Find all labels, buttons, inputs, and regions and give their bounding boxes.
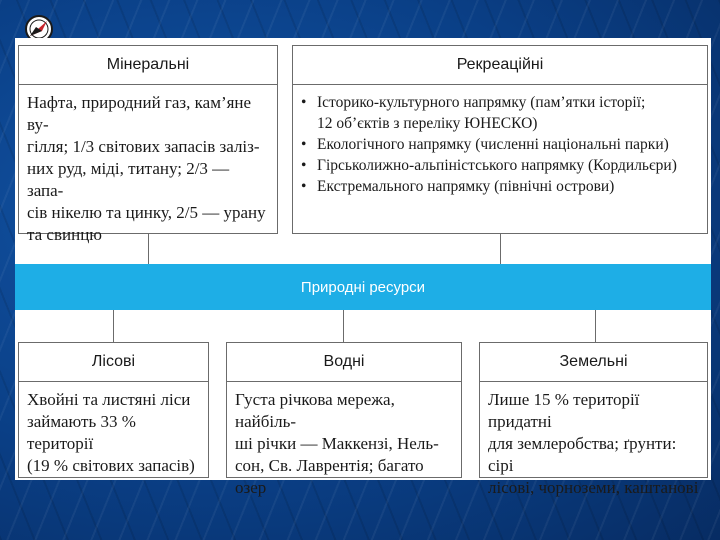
forest-title: Лісові: [19, 343, 208, 382]
connector-recreation: [500, 234, 501, 264]
land-line: для землеробства; ґрунти: сірі: [488, 434, 677, 475]
mineral-text: [19, 84, 277, 244]
water-line: сон, Св. Лаврентія; багато озер: [235, 456, 424, 497]
recreation-item: • Гірськолижно-альпіністського напрямку (Кордильєри): [301, 155, 699, 176]
mineral-box: [18, 45, 278, 244]
forest-line: (19 % світових запасів): [27, 456, 195, 475]
recreation-box: [292, 45, 708, 234]
mineral-line: них руд, міді, титану; 2/3 — запа-: [27, 159, 230, 200]
water-title: Водні: [227, 343, 461, 382]
forest-box: [18, 342, 209, 478]
land-box: [479, 342, 708, 497]
mineral-line: та свинцю: [27, 225, 102, 244]
recreation-title: Рекреаційні: [293, 46, 707, 85]
recreation-item: [301, 92, 699, 134]
connector-land: [595, 310, 596, 342]
forest-line: займають 33 % території: [27, 412, 136, 453]
forest-text: [19, 381, 208, 477]
mineral-line: гілля; 1/3 світових запасів заліз-: [27, 137, 260, 156]
water-line: Густа річкова мережа, найбіль-: [235, 390, 395, 431]
diagram-panel: [15, 38, 711, 497]
water-text: [227, 381, 461, 497]
natural-resources-bar: Природні ресурси: [15, 264, 711, 310]
land-line: лісові, чорноземи, каштанові: [488, 478, 699, 497]
recreation-item: • Екстремального напрямку (північні острови): [301, 176, 699, 197]
recreation-text: [293, 84, 707, 233]
land-text: [480, 381, 707, 497]
mineral-line: Нафта, природний газ, кам’яне ву-: [27, 93, 252, 134]
connector-water: [343, 310, 344, 342]
land-title: Земельні: [480, 343, 707, 382]
water-box: [226, 342, 462, 497]
recreation-list: [301, 92, 699, 197]
mineral-line: сів нікелю та цинку, 2/5 — урану: [27, 203, 266, 222]
land-line: Лише 15 % території придатні: [488, 390, 640, 431]
recreation-item-text: Історико-культурного напрямку (пам’ятки історії;: [317, 94, 646, 111]
connector-forest: [113, 310, 114, 342]
recreation-item-cont: 12 об’єктів з переліку ЮНЕСКО): [317, 115, 538, 132]
water-line: ші річки — Маккензі, Нель-: [235, 434, 439, 453]
mineral-title: Мінеральні: [19, 46, 277, 85]
recreation-item: • Екологічного напрямку (численні національні парки): [301, 134, 699, 155]
forest-line: Хвойні та листяні ліси: [27, 390, 191, 409]
